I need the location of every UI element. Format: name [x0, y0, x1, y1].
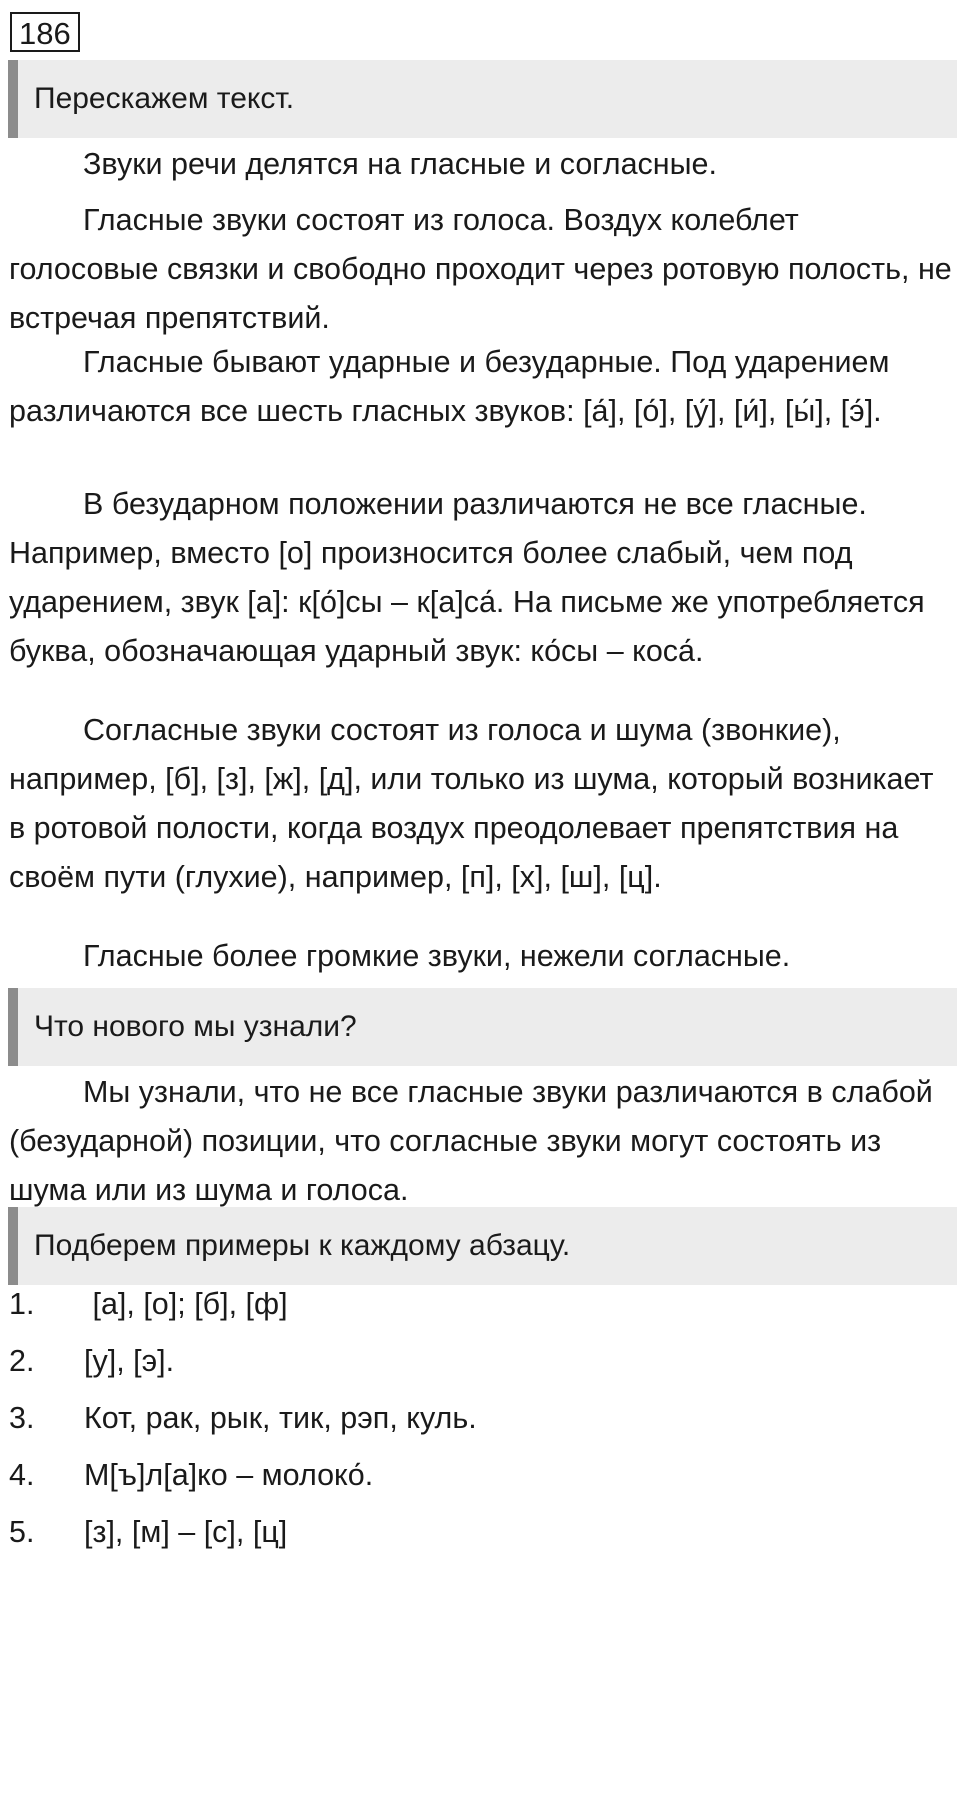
list-item-text: [а], [о]; [б], [ф]: [84, 1287, 288, 1321]
section-heading-retell: Перескажем текст.: [8, 60, 957, 138]
list-item-number: 2.: [9, 1344, 35, 1378]
list-item: [9, 1394, 954, 1443]
list-item-number: 4.: [9, 1458, 35, 1492]
list-item-text: [у], [э].: [84, 1344, 175, 1378]
list-item: [9, 1280, 954, 1329]
list-item-number: 5.: [9, 1515, 35, 1549]
paragraph: Мы узнали, что не все гласные звуки различаются в слабой (безударной) позиции, что согласные звуки могут состоять из шума или из шума и голоса.: [9, 1075, 933, 1207]
list-item-text: Кот, рак, рык, тик, рэп, куль.: [84, 1401, 477, 1435]
list-item: [9, 1451, 954, 1500]
list-item-number: 3.: [9, 1401, 35, 1435]
paragraph: Звуки речи делятся на гласные и согласные.: [83, 147, 717, 181]
section-heading-learned: Что нового мы узнали?: [8, 988, 957, 1066]
paragraph: Гласные более громкие звуки, нежели согласные.: [83, 939, 791, 973]
list-item-text: [з], [м] – [с], [ц]: [84, 1515, 288, 1549]
paragraph: Согласные звуки состоят из голоса и шума (звонкие), например, [б], [з], [ж], [д], или только из шума, который возникает в ротовой полости, когда воздух преодолевает препятствия на своём пути (глухие), например, [п], [х], [ш], [ц].: [9, 713, 934, 894]
paragraph: Гласные бывают ударные и безударные. Под ударением различаются все шесть гласных звуков: [а́], [о́], [у́], [и́], [ы́], [э́].: [9, 345, 890, 428]
paragraph: В безударном положении различаются не все гласные. Например, вместо [о] произносится более слабый, чем под ударением, звук [а]: к[о́]сы – к[а]са́. На письме же употребляется буква, обозначающая ударный звук: ко́сы – коса́.: [9, 487, 925, 668]
paragraph: Гласные звуки состоят из голоса. Воздух колеблет голосовые связки и свободно проходит через ротовую полость, не встречая препятствий.: [9, 203, 952, 335]
exercise-number: 186: [10, 12, 80, 52]
list-item-number: 1.: [9, 1287, 35, 1321]
section-heading-examples: Подберем примеры к каждому абзацу.: [8, 1207, 957, 1285]
list-item-text: М[ъ]л[а]ко – молоко́.: [84, 1458, 374, 1492]
list-item: [9, 1508, 954, 1557]
list-item: [9, 1337, 954, 1386]
